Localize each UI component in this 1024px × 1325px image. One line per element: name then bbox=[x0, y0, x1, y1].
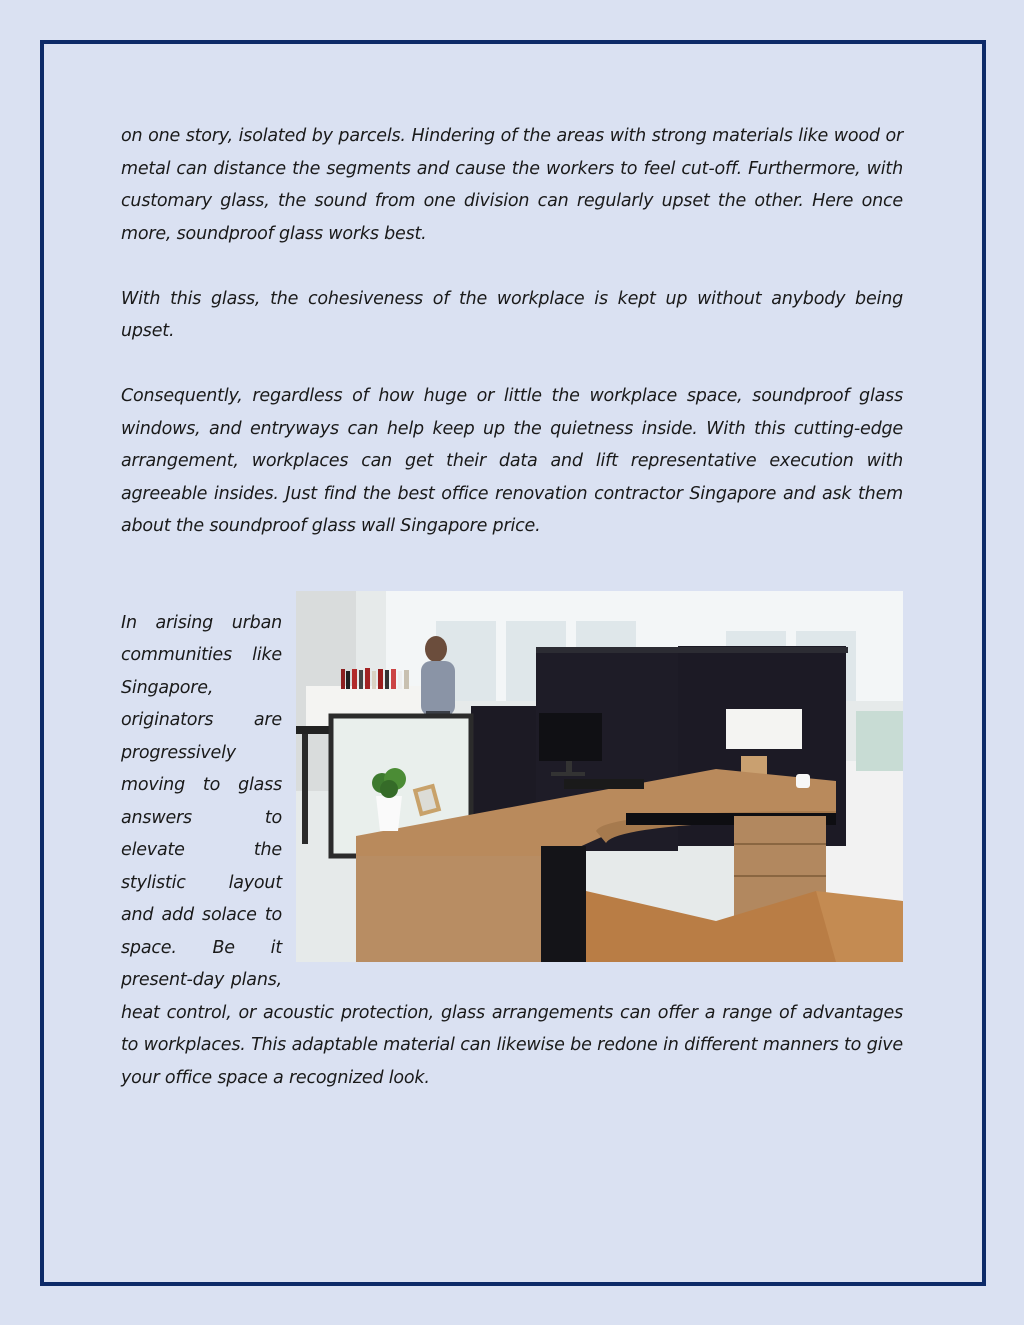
paragraph-1: on one story, isolated by parcels. Hindering of the areas with strong materials like wood or metal can distance the segments and cause the workers to feel cut-off. Furthermore, with customary glass, the sound from one division can regularly upset the other. Here once more, soundproof glass works best. bbox=[121, 126, 903, 244]
wrapped-section bbox=[121, 607, 903, 1095]
paragraph-2: With this glass, the cohesiveness of the workplace is kept up without anybody being upset. bbox=[121, 288, 903, 341]
document-body bbox=[121, 120, 903, 1094]
paragraph-3: Consequently, regardless of how huge or little the workplace space, soundproof glass windows, and entryways can help keep up the quietness inside. With this cutting-edge arrangement, workplaces can get their data and lift representative execution with agreeable insides. Just find the best office renovation contractor Singapore and ask them about the soundproof glass wall Singapore price. bbox=[121, 386, 903, 536]
office-workstation-photo bbox=[296, 591, 903, 962]
paragraph-4: In arising urban communities like Singapore, originators are progressively moving to glass answers to elevate the stylistic layout and add solace to space. Be it present-day plans, heat control, or acoustic protection, glass arrangements can offer a range of advantages to workplaces. This adaptable material can likewise be redone in different manners to give your office space a recognized look. bbox=[121, 612, 903, 1088]
